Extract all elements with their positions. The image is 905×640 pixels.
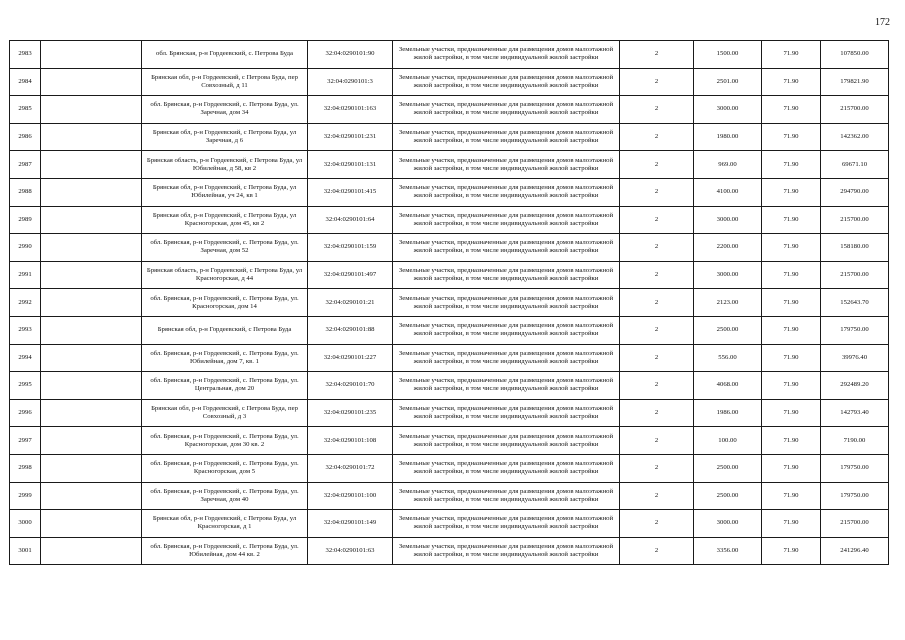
cadastral-value-cell: 142362.00 — [821, 123, 889, 151]
rate-cell: 71.90 — [762, 399, 821, 427]
row-number-cell: 2993 — [10, 316, 41, 344]
area-cell: 1986.00 — [694, 399, 762, 427]
address-cell: обл. Брянская, р-н Гордеевский, с. Петрова Буда, ул. Заречная, дом 40 — [142, 482, 308, 510]
address-cell: Брянская обл, р-н Гордеевский, с Петрова Буда, ул Заречная, д 6 — [142, 123, 308, 151]
address-cell: Брянская обл, р-н Гордеевский, с Петрова Буда — [142, 316, 308, 344]
rate-cell: 71.90 — [762, 454, 821, 482]
row-number-cell: 2991 — [10, 261, 41, 289]
rate-cell: 71.90 — [762, 537, 821, 565]
row-number-cell: 2994 — [10, 344, 41, 372]
area-cell: 2500.00 — [694, 316, 762, 344]
group-cell: 2 — [620, 372, 694, 400]
address-cell: обл. Брянская, р-н Гордеевский, с. Петрова Буда — [142, 41, 308, 69]
area-cell: 3000.00 — [694, 96, 762, 124]
address-cell: Брянская обл, р-н Гордеевский, с Петрова Буда, ул Красногорская, д 1 — [142, 510, 308, 538]
rate-cell: 71.90 — [762, 206, 821, 234]
address-cell: Брянская обл, р-н Гордеевский, с Петрова Буда, пер Совхозный, д 3 — [142, 399, 308, 427]
land-use-cell: Земельные участки, предназначенные для размещения домов малоэтажной жилой застройки, в том числе индивидуальной жилой застройки — [393, 289, 620, 317]
blank-cell — [41, 427, 142, 455]
group-cell: 2 — [620, 427, 694, 455]
group-cell: 2 — [620, 206, 694, 234]
rate-cell: 71.90 — [762, 96, 821, 124]
table-row — [10, 261, 889, 289]
land-use-cell: Земельные участки, предназначенные для размещения домов малоэтажной жилой застройки, в том числе индивидуальной жилой застройки — [393, 482, 620, 510]
group-cell: 2 — [620, 454, 694, 482]
row-number-cell: 2995 — [10, 372, 41, 400]
cadastral-number-cell: 32:04:0290101:131 — [308, 151, 393, 179]
row-number-cell: 2997 — [10, 427, 41, 455]
blank-cell — [41, 96, 142, 124]
rate-cell: 71.90 — [762, 427, 821, 455]
table-row — [10, 206, 889, 234]
row-number-cell: 3000 — [10, 510, 41, 538]
table-row — [10, 372, 889, 400]
table-row — [10, 316, 889, 344]
land-use-cell: Земельные участки, предназначенные для размещения домов малоэтажной жилой застройки, в том числе индивидуальной жилой застройки — [393, 178, 620, 206]
group-cell: 2 — [620, 234, 694, 262]
cadastral-value-cell: 179750.00 — [821, 454, 889, 482]
group-cell: 2 — [620, 537, 694, 565]
blank-cell — [41, 399, 142, 427]
table-row — [10, 454, 889, 482]
group-cell: 2 — [620, 482, 694, 510]
table-row — [10, 289, 889, 317]
land-use-cell: Земельные участки, предназначенные для размещения домов малоэтажной жилой застройки, в том числе индивидуальной жилой застройки — [393, 261, 620, 289]
land-use-cell: Земельные участки, предназначенные для размещения домов малоэтажной жилой застройки, в том числе индивидуальной жилой застройки — [393, 537, 620, 565]
rate-cell: 71.90 — [762, 41, 821, 69]
blank-cell — [41, 316, 142, 344]
row-number-cell: 2990 — [10, 234, 41, 262]
address-cell: Брянская область, р-н Гордеевский, с Петрова Буда, ул Юбилейная, д 58, кв 2 — [142, 151, 308, 179]
cadastral-number-cell: 32:04:0290101:100 — [308, 482, 393, 510]
area-cell: 100.00 — [694, 427, 762, 455]
rate-cell: 71.90 — [762, 344, 821, 372]
rate-cell: 71.90 — [762, 68, 821, 96]
land-use-cell: Земельные участки, предназначенные для размещения домов малоэтажной жилой застройки, в том числе индивидуальной жилой застройки — [393, 510, 620, 538]
rate-cell: 71.90 — [762, 482, 821, 510]
blank-cell — [41, 41, 142, 69]
cadastral-number-cell: 32:04:0290101:159 — [308, 234, 393, 262]
area-cell: 556.00 — [694, 344, 762, 372]
group-cell: 2 — [620, 96, 694, 124]
land-use-cell: Земельные участки, предназначенные для размещения домов малоэтажной жилой застройки, в том числе индивидуальной жилой застройки — [393, 316, 620, 344]
land-register-table — [9, 40, 889, 565]
rate-cell: 71.90 — [762, 234, 821, 262]
table-row — [10, 234, 889, 262]
land-use-cell: Земельные участки, предназначенные для размещения домов малоэтажной жилой застройки, в том числе индивидуальной жилой застройки — [393, 123, 620, 151]
cadastral-number-cell: 32:04:0290101:235 — [308, 399, 393, 427]
area-cell: 4100.00 — [694, 178, 762, 206]
cadastral-number-cell: 32:04:0290101:227 — [308, 344, 393, 372]
row-number-cell: 2998 — [10, 454, 41, 482]
row-number-cell: 2988 — [10, 178, 41, 206]
group-cell: 2 — [620, 289, 694, 317]
rate-cell: 71.90 — [762, 316, 821, 344]
row-number-cell: 2984 — [10, 68, 41, 96]
cadastral-number-cell: 32:04:0290101:90 — [308, 41, 393, 69]
area-cell: 3000.00 — [694, 510, 762, 538]
row-number-cell: 3001 — [10, 537, 41, 565]
cadastral-value-cell: 158180.00 — [821, 234, 889, 262]
rate-cell: 71.90 — [762, 261, 821, 289]
area-cell: 2123.00 — [694, 289, 762, 317]
cadastral-number-cell: 32:04:0290101:63 — [308, 537, 393, 565]
blank-cell — [41, 344, 142, 372]
cadastral-value-cell: 292489.20 — [821, 372, 889, 400]
land-use-cell: Земельные участки, предназначенные для размещения домов малоэтажной жилой застройки, в том числе индивидуальной жилой застройки — [393, 234, 620, 262]
area-cell: 3000.00 — [694, 206, 762, 234]
address-cell: обл. Брянская, р-н Гордеевский, с. Петрова Буда, ул. Заречная, дом 34 — [142, 96, 308, 124]
address-cell: Брянская область, р-н Гордеевский, с Петрова Буда, ул Красногорская, д 44 — [142, 261, 308, 289]
table-row — [10, 123, 889, 151]
cadastral-number-cell: 32:04:0290101:72 — [308, 454, 393, 482]
blank-cell — [41, 178, 142, 206]
blank-cell — [41, 151, 142, 179]
cadastral-value-cell: 215700.00 — [821, 96, 889, 124]
land-use-cell: Земельные участки, предназначенные для размещения домов малоэтажной жилой застройки, в том числе индивидуальной жилой застройки — [393, 427, 620, 455]
cadastral-number-cell: 32:04:0290101:64 — [308, 206, 393, 234]
land-use-cell: Земельные участки, предназначенные для размещения домов малоэтажной жилой застройки, в том числе индивидуальной жилой застройки — [393, 41, 620, 69]
address-cell: Брянская обл, р-н Гордеевский, с Петрова Буда, пер Совхозный, д 11 — [142, 68, 308, 96]
address-cell: Брянская обл, р-н Гордеевский, с Петрова Буда, ул Юбилейная, уч 24, кв 1 — [142, 178, 308, 206]
cadastral-number-cell: 32:04:0290101:149 — [308, 510, 393, 538]
blank-cell — [41, 68, 142, 96]
address-cell: обл. Брянская, р-н Гордеевский, с. Петрова Буда, ул. Центральная, дом 20 — [142, 372, 308, 400]
row-number-cell: 2989 — [10, 206, 41, 234]
cadastral-number-cell: 32:04:0290101:497 — [308, 261, 393, 289]
group-cell: 2 — [620, 41, 694, 69]
blank-cell — [41, 261, 142, 289]
cadastral-value-cell: 7190.00 — [821, 427, 889, 455]
address-cell: обл. Брянская, р-н Гордеевский, с. Петрова Буда, ул. Красногорская, дом 5 — [142, 454, 308, 482]
address-cell: обл. Брянская, р-н Гордеевский, с. Петрова Буда, ул. Заречная, дом 52 — [142, 234, 308, 262]
land-use-cell: Земельные участки, предназначенные для размещения домов малоэтажной жилой застройки, в том числе индивидуальной жилой застройки — [393, 344, 620, 372]
rate-cell: 71.90 — [762, 372, 821, 400]
cadastral-value-cell: 179750.00 — [821, 316, 889, 344]
area-cell: 2200.00 — [694, 234, 762, 262]
row-number-cell: 2985 — [10, 96, 41, 124]
cadastral-number-cell: 32:04:0290101:163 — [308, 96, 393, 124]
area-cell: 1980.00 — [694, 123, 762, 151]
land-use-cell: Земельные участки, предназначенные для размещения домов малоэтажной жилой застройки, в том числе индивидуальной жилой застройки — [393, 206, 620, 234]
cadastral-number-cell: 32:04:0290101:70 — [308, 372, 393, 400]
area-cell: 3356.00 — [694, 537, 762, 565]
table-row — [10, 178, 889, 206]
table-body — [10, 41, 889, 565]
blank-cell — [41, 482, 142, 510]
land-use-cell: Земельные участки, предназначенные для размещения домов малоэтажной жилой застройки, в том числе индивидуальной жилой застройки — [393, 151, 620, 179]
cadastral-value-cell: 215700.00 — [821, 206, 889, 234]
rate-cell: 71.90 — [762, 289, 821, 317]
table-row — [10, 510, 889, 538]
blank-cell — [41, 206, 142, 234]
group-cell: 2 — [620, 123, 694, 151]
area-cell: 3000.00 — [694, 261, 762, 289]
table-row — [10, 68, 889, 96]
table-row — [10, 399, 889, 427]
blank-cell — [41, 289, 142, 317]
blank-cell — [41, 510, 142, 538]
blank-cell — [41, 537, 142, 565]
address-cell: обл. Брянская, р-н Гордеевский, с. Петрова Буда, ул. Красногорская, дом 30 кв. 2 — [142, 427, 308, 455]
group-cell: 2 — [620, 151, 694, 179]
table-row — [10, 344, 889, 372]
table-row — [10, 151, 889, 179]
cadastral-number-cell: 32:04:0290101:88 — [308, 316, 393, 344]
cadastral-value-cell: 179821.90 — [821, 68, 889, 96]
cadastral-value-cell: 215700.00 — [821, 510, 889, 538]
blank-cell — [41, 234, 142, 262]
table-row — [10, 427, 889, 455]
address-cell: Брянская обл, р-н Гордеевский, с Петрова Буда, ул Красногорская, дом 45, кв 2 — [142, 206, 308, 234]
cadastral-value-cell: 294790.00 — [821, 178, 889, 206]
group-cell: 2 — [620, 316, 694, 344]
row-number-cell: 2983 — [10, 41, 41, 69]
rate-cell: 71.90 — [762, 178, 821, 206]
rate-cell: 71.90 — [762, 510, 821, 538]
table-row — [10, 96, 889, 124]
rate-cell: 71.90 — [762, 123, 821, 151]
cadastral-value-cell: 152643.70 — [821, 289, 889, 317]
land-use-cell: Земельные участки, предназначенные для размещения домов малоэтажной жилой застройки, в том числе индивидуальной жилой застройки — [393, 399, 620, 427]
group-cell: 2 — [620, 261, 694, 289]
table-row — [10, 41, 889, 69]
area-cell: 1500.00 — [694, 41, 762, 69]
group-cell: 2 — [620, 68, 694, 96]
area-cell: 4068.00 — [694, 372, 762, 400]
row-number-cell: 2987 — [10, 151, 41, 179]
row-number-cell: 2992 — [10, 289, 41, 317]
area-cell: 969.00 — [694, 151, 762, 179]
cadastral-value-cell: 241296.40 — [821, 537, 889, 565]
land-use-cell: Земельные участки, предназначенные для размещения домов малоэтажной жилой застройки, в том числе индивидуальной жилой застройки — [393, 372, 620, 400]
cadastral-value-cell: 179750.00 — [821, 482, 889, 510]
area-cell: 2501.00 — [694, 68, 762, 96]
blank-cell — [41, 454, 142, 482]
row-number-cell: 2986 — [10, 123, 41, 151]
cadastral-number-cell: 32:04:0290101:108 — [308, 427, 393, 455]
group-cell: 2 — [620, 399, 694, 427]
blank-cell — [41, 372, 142, 400]
address-cell: обл. Брянская, р-н Гордеевский, с. Петрова Буда, ул. Красногорская, дом 14 — [142, 289, 308, 317]
cadastral-value-cell: 142793.40 — [821, 399, 889, 427]
land-use-cell: Земельные участки, предназначенные для размещения домов малоэтажной жилой застройки, в том числе индивидуальной жилой застройки — [393, 68, 620, 96]
land-use-cell: Земельные участки, предназначенные для размещения домов малоэтажной жилой застройки, в том числе индивидуальной жилой застройки — [393, 454, 620, 482]
cadastral-value-cell: 39976.40 — [821, 344, 889, 372]
area-cell: 2500.00 — [694, 482, 762, 510]
cadastral-number-cell: 32:04:0290101:415 — [308, 178, 393, 206]
cadastral-value-cell: 107850.00 — [821, 41, 889, 69]
table-row — [10, 537, 889, 565]
cadastral-number-cell: 32:04:0290101:21 — [308, 289, 393, 317]
group-cell: 2 — [620, 178, 694, 206]
row-number-cell: 2999 — [10, 482, 41, 510]
table-row — [10, 482, 889, 510]
cadastral-number-cell: 32:04:0290101:3 — [308, 68, 393, 96]
cadastral-value-cell: 69671.10 — [821, 151, 889, 179]
rate-cell: 71.90 — [762, 151, 821, 179]
row-number-cell: 2996 — [10, 399, 41, 427]
cadastral-number-cell: 32:04:0290101:231 — [308, 123, 393, 151]
blank-cell — [41, 123, 142, 151]
group-cell: 2 — [620, 344, 694, 372]
group-cell: 2 — [620, 510, 694, 538]
address-cell: обл. Брянская, р-н Гордеевский, с. Петрова Буда, ул. Юбилейная, дом 7, кв. 1 — [142, 344, 308, 372]
cadastral-value-cell: 215700.00 — [821, 261, 889, 289]
land-use-cell: Земельные участки, предназначенные для размещения домов малоэтажной жилой застройки, в том числе индивидуальной жилой застройки — [393, 96, 620, 124]
area-cell: 2500.00 — [694, 454, 762, 482]
page-number: 172 — [875, 17, 890, 28]
address-cell: обл. Брянская, р-н Гордеевский, с. Петрова Буда, ул. Юбилейная, дом 44 кв. 2 — [142, 537, 308, 565]
